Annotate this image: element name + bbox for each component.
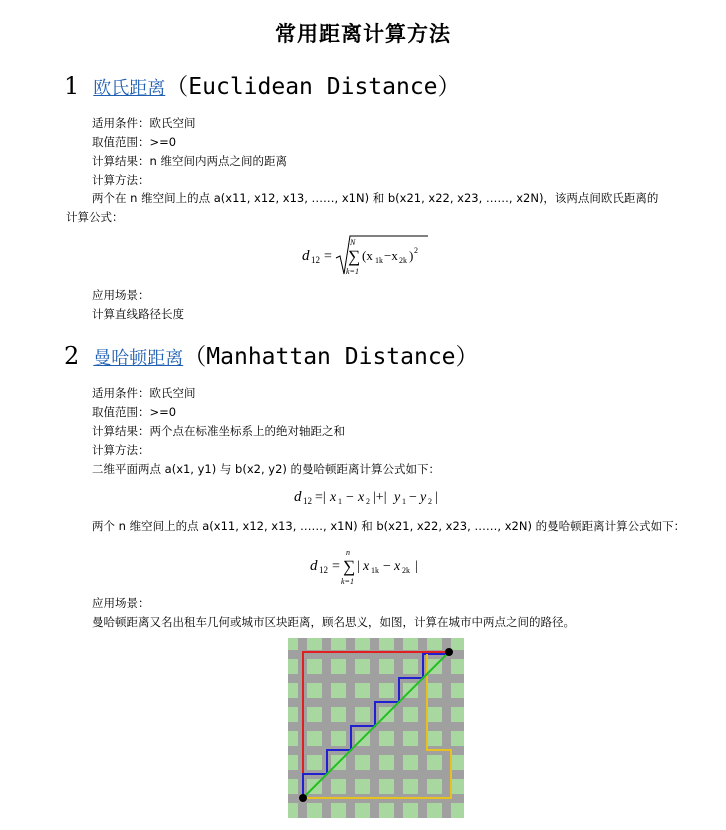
s2-desc-nd: 两个 n 维空间上的点 a(x11, x12, x13, ……, x1N) 和 b(x21, x22, x23, ……, x2N) 的曼哈顿距离计算公式如下： <box>92 519 686 533</box>
manhattan-sum-bottom: k=1 <box>341 577 354 586</box>
svg-text:−: − <box>409 490 417 505</box>
svg-text:2: 2 <box>414 246 418 255</box>
svg-text:1: 1 <box>338 497 342 506</box>
document-title: 常用距离计算方法 <box>275 22 451 46</box>
svg-text:=|: =| <box>315 490 326 505</box>
svg-text:∑: ∑ <box>343 557 356 576</box>
section-2-number: 2 <box>64 342 80 370</box>
euclid-sum-top: N <box>350 238 356 247</box>
svg-text:1: 1 <box>402 497 406 506</box>
section-1-english: （Euclidean Distance） <box>165 74 461 100</box>
svg-text:2k: 2k <box>402 566 410 575</box>
svg-text:): ) <box>409 248 414 263</box>
section-2-link[interactable]: 曼哈顿距离 <box>93 348 184 369</box>
svg-text:−: − <box>383 559 391 574</box>
svg-text:x: x <box>358 490 365 505</box>
svg-text:1k: 1k <box>371 566 379 575</box>
svg-text:=: = <box>332 559 340 574</box>
s1-description-text: 两个在 n 维空间上的点 a(x11, x12, x13, ……, x1N) 和 b(x21, x22, x23, ……, x2N)，该两点间欧氏距离的计算公式： <box>66 191 659 224</box>
start-point <box>299 794 307 802</box>
end-point <box>445 648 453 656</box>
euclidean-formula <box>300 232 440 280</box>
svg-text:|: | <box>435 490 438 505</box>
section-1-link[interactable]: 欧氏距离 <box>93 78 166 99</box>
s2-range: 取值范围：>=0 <box>92 405 177 419</box>
s1-condition: 适用条件：欧氏空间 <box>92 116 196 130</box>
svg-text:|+|: |+| <box>373 490 387 505</box>
s2-desc-2d: 二维平面两点 a(x1, y1) 与 b(x2, y2) 的曼哈顿距离计算公式如下： <box>92 462 441 476</box>
svg-text:12: 12 <box>303 496 312 506</box>
s1-scenario: 计算直线路径长度 <box>92 307 184 321</box>
svg-text:d: d <box>310 558 318 574</box>
svg-text:x: x <box>394 559 401 574</box>
svg-text:y: y <box>420 490 427 505</box>
svg-text:x: x <box>363 559 370 574</box>
s2-condition: 适用条件：欧氏空间 <box>92 386 196 400</box>
svg-text:12: 12 <box>319 565 328 575</box>
svg-text:−x: −x <box>384 248 398 263</box>
svg-text:2k: 2k <box>399 256 407 265</box>
svg-text:2: 2 <box>366 497 370 506</box>
svg-text:=: = <box>324 249 332 264</box>
svg-text:−: − <box>346 490 354 505</box>
s1-result: 计算结果：n 维空间内两点之间的距离 <box>92 154 287 168</box>
s2-scenario: 曼哈顿距离又名出租车几何或城市区块距离，顾名思义，如图，计算在城市中两点之间的路径。 <box>92 615 575 629</box>
svg-text:1k: 1k <box>375 256 383 265</box>
svg-text:|: | <box>357 559 360 574</box>
s2-scenario-label: 应用场景： <box>92 596 150 610</box>
manhattan-grid-image <box>288 638 464 818</box>
svg-text:d: d <box>294 489 302 505</box>
svg-text:∑: ∑ <box>348 247 361 266</box>
svg-text:(x: (x <box>362 248 373 263</box>
euclid-sum-bottom: k=1 <box>346 267 359 276</box>
svg-text:12: 12 <box>311 255 320 265</box>
manhattan-nd-formula <box>308 546 428 586</box>
section-2-heading <box>64 338 479 371</box>
section-2-english: （Manhattan Distance） <box>183 344 479 370</box>
s2-result: 计算结果：两个点在标准坐标系上的绝对轴距之和 <box>92 424 345 438</box>
manhattan-2d-formula <box>292 484 442 508</box>
s1-range: 取值范围：>=0 <box>92 135 177 149</box>
svg-text:d: d <box>302 248 310 264</box>
s1-description <box>66 189 666 227</box>
svg-text:x: x <box>330 490 337 505</box>
s2-method: 计算方法： <box>92 443 150 457</box>
section-1-number: 1 <box>64 72 80 100</box>
s1-scenario-label: 应用场景： <box>92 288 150 302</box>
svg-text:|: | <box>415 559 418 574</box>
manhattan-sum-top: n <box>346 548 350 557</box>
s1-method: 计算方法： <box>92 173 150 187</box>
svg-text:y: y <box>394 490 401 505</box>
section-1-heading <box>64 68 461 101</box>
svg-text:2: 2 <box>428 497 432 506</box>
